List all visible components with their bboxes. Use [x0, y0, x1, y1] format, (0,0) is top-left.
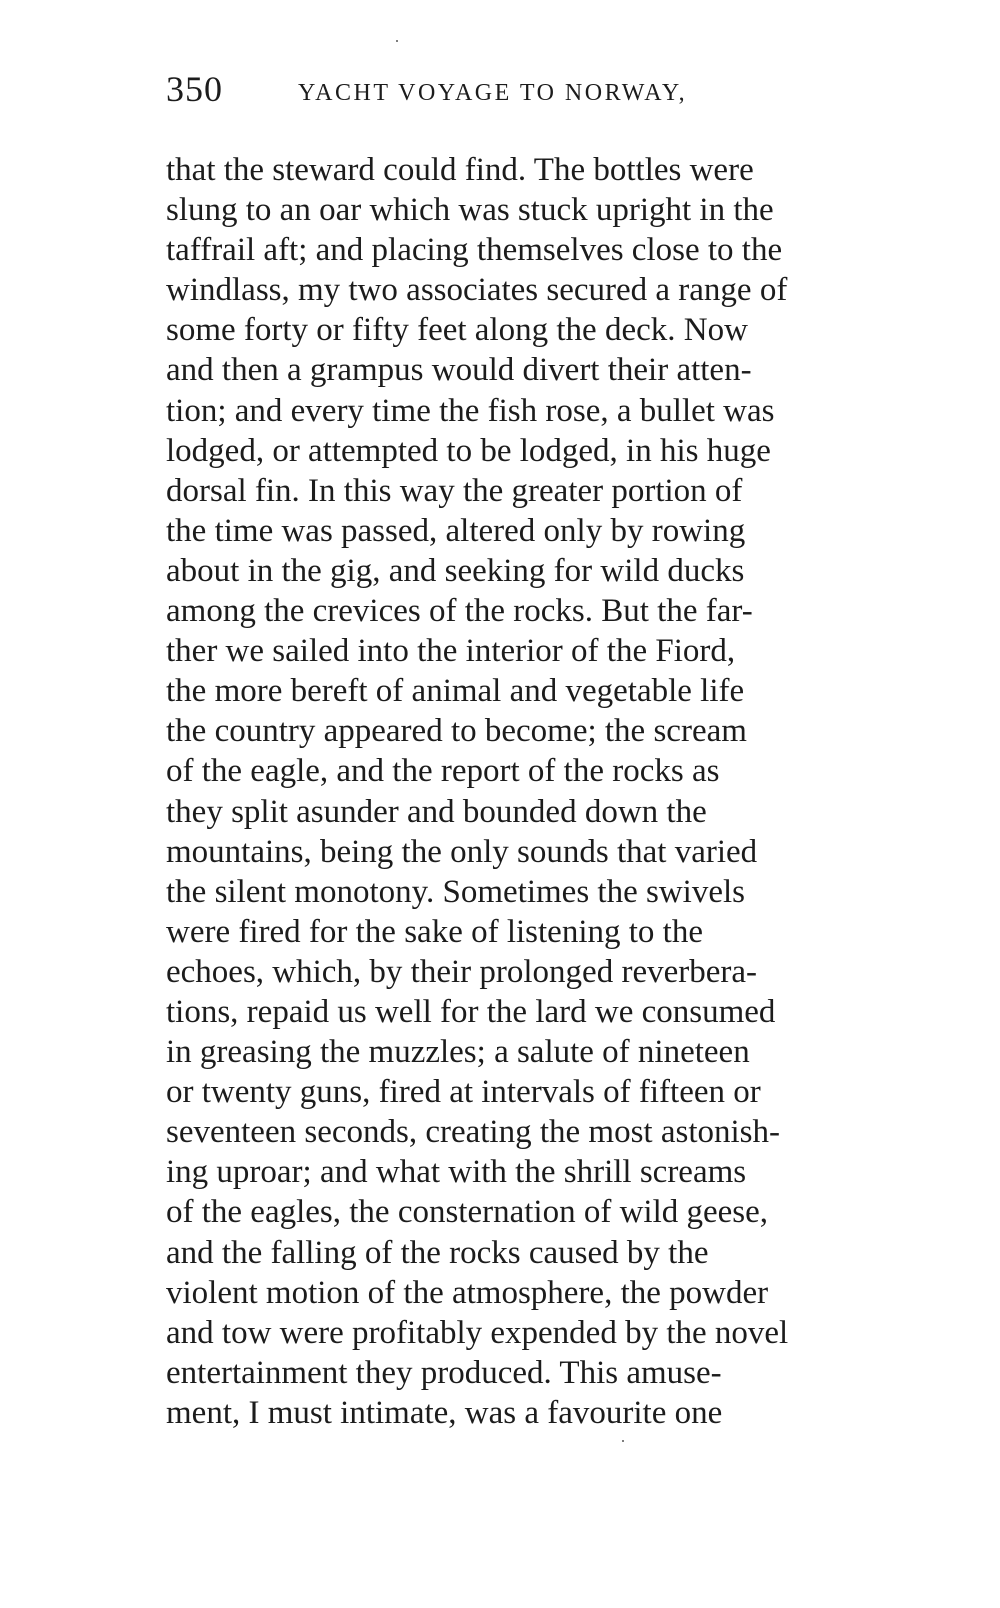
text-line: and the falling of the rocks caused by the [166, 1234, 709, 1271]
text-line: slung to an oar which was stuck upright in the [166, 192, 774, 229]
text-line: some forty or fifty feet along the deck. Now [166, 312, 748, 349]
text-line: ment, I must intimate, was a favourite one [166, 1394, 723, 1431]
text-line: lodged, or attempted to be lodged, in his huge [166, 432, 771, 469]
text-line: the time was passed, altered only by rowing [166, 512, 746, 549]
text-line: seventeen seconds, creating the most astonish- [166, 1114, 780, 1151]
text-line: or twenty guns, fired at intervals of fifteen or [166, 1074, 761, 1111]
text-line: mountains, being the only sounds that varied [166, 833, 758, 870]
page-number: 350 [166, 69, 223, 109]
text-line: of the eagle, and the report of the rocks as [166, 753, 720, 790]
text-line: and then a grampus would divert their atten- [166, 352, 752, 389]
text-line: in greasing the muzzles; a salute of nineteen [166, 1034, 750, 1071]
text-line: they split asunder and bounded down the [166, 793, 707, 830]
body-text [166, 150, 874, 1433]
text-line: and tow were profitably expended by the novel [166, 1314, 789, 1351]
text-line: tion; and every time the fish rose, a bullet was [166, 392, 775, 429]
text-line: the silent monotony. Sometimes the swivels [166, 873, 745, 910]
text-line: dorsal fin. In this way the greater portion of [166, 472, 743, 509]
text-line: that the steward could find. The bottles were [166, 152, 754, 188]
text-line: entertainment they produced. This amuse- [166, 1354, 722, 1391]
text-line: of the eagles, the consternation of wild geese, [166, 1194, 769, 1231]
text-line: the country appeared to become; the scream [166, 713, 747, 750]
text-line: windlass, my two associates secured a range of [166, 272, 788, 309]
text-line: tions, repaid us well for the lard we consumed [166, 993, 776, 1030]
scan-speck [396, 40, 398, 42]
text-line: ther we sailed into the interior of the Fiord, [166, 633, 736, 670]
text-line: about in the gig, and seeking for wild ducks [166, 552, 745, 589]
text-line: ing uproar; and what with the shrill screams [166, 1154, 747, 1191]
text-line: the more bereft of animal and vegetable life [166, 673, 745, 710]
text-line: taffrail aft; and placing themselves close to the [166, 232, 783, 269]
text-line: violent motion of the atmosphere, the powder [166, 1274, 769, 1311]
page-header [166, 68, 874, 118]
scan-speck [622, 1440, 624, 1442]
running-head: YACHT VOYAGE TO NORWAY, [298, 80, 688, 106]
text-line: among the crevices of the rocks. But the far- [166, 593, 753, 630]
text-line: echoes, which, by their prolonged reverbera- [166, 953, 758, 990]
text-line: were fired for the sake of listening to the [166, 913, 703, 950]
